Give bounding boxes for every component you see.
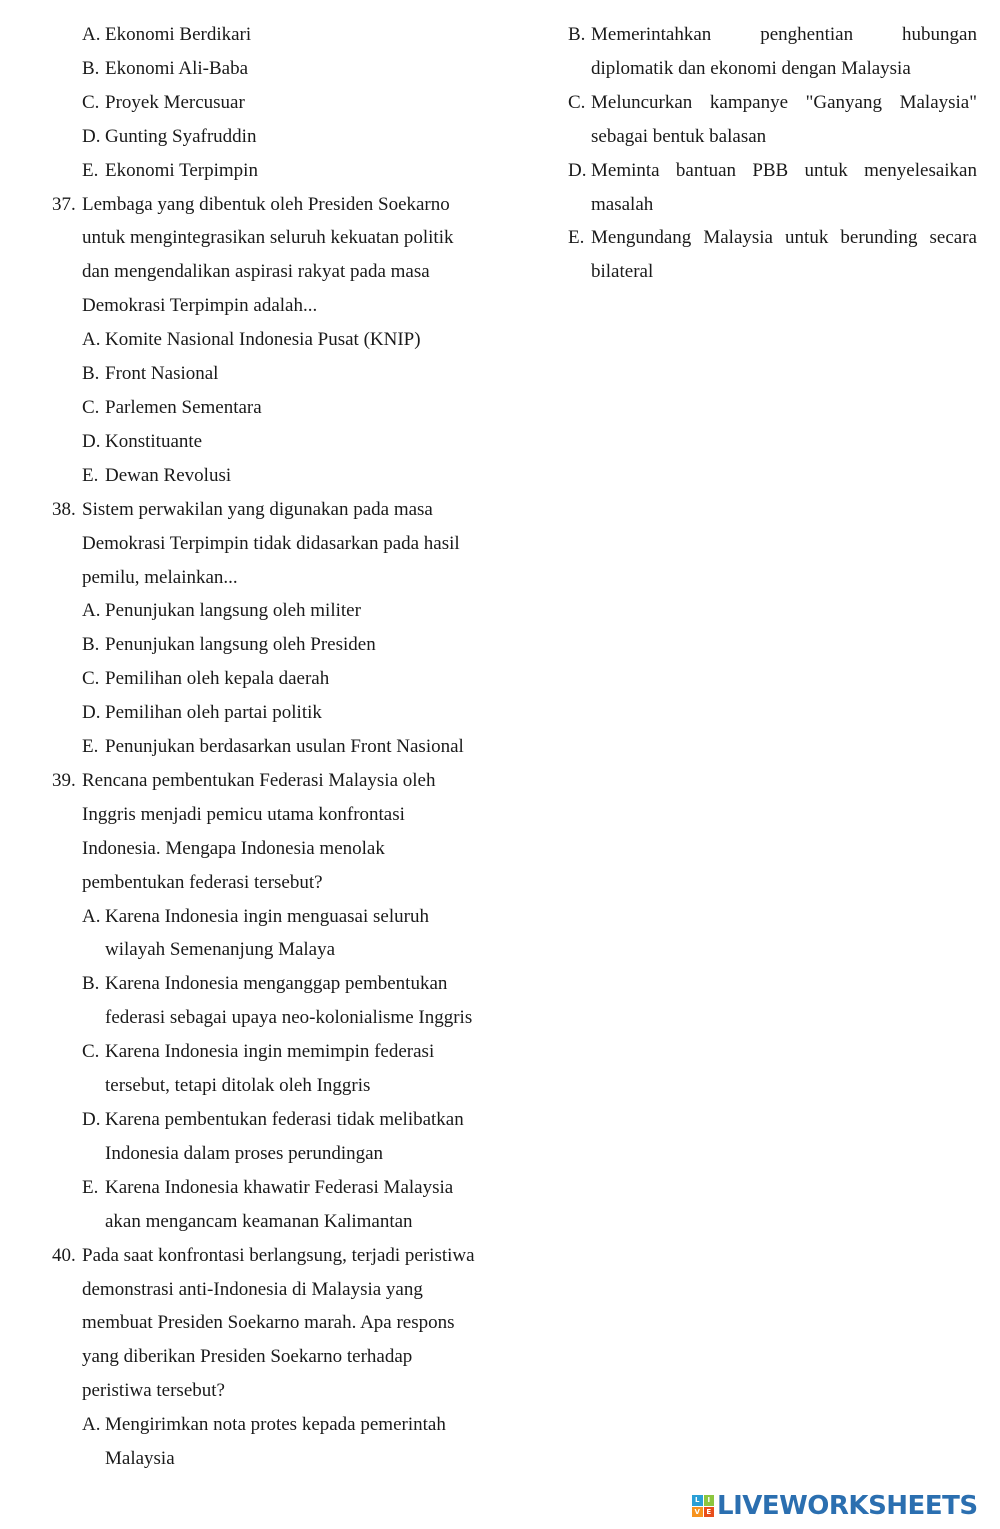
option-letter: C. bbox=[82, 1041, 100, 1063]
right-column bbox=[568, 18, 977, 289]
option-text: Gunting Syafruddin bbox=[105, 125, 257, 147]
logo-text: LIVEWORKSHEETS bbox=[717, 1491, 978, 1521]
option-line: Malaysia bbox=[105, 1448, 175, 1470]
q37-option-a[interactable] bbox=[82, 323, 488, 357]
option-line: masalah bbox=[591, 193, 654, 215]
stem-line: Lembaga yang dibentuk oleh Presiden Soekarno bbox=[82, 193, 450, 215]
option-text: Dewan Revolusi bbox=[105, 464, 232, 486]
option-letter: C. bbox=[568, 91, 586, 113]
q36-option-d[interactable] bbox=[82, 120, 488, 154]
q40-option-a[interactable] bbox=[82, 1408, 488, 1476]
option-line: Karena Indonesia ingin menguasai seluruh bbox=[105, 905, 429, 927]
q40-option-d[interactable] bbox=[568, 154, 977, 222]
question-number: 38. bbox=[52, 498, 76, 520]
stem-line: Sistem perwakilan yang digunakan pada masa bbox=[82, 498, 433, 520]
option-line: Memerintahkan penghentian hubungan bbox=[591, 24, 977, 45]
option-text: Parlemen Sementara bbox=[105, 396, 262, 418]
option-letter: B. bbox=[82, 973, 100, 995]
q40-option-c[interactable] bbox=[568, 86, 977, 154]
option-line: wilayah Semenanjung Malaya bbox=[105, 939, 336, 961]
option-letter: A. bbox=[82, 600, 101, 622]
stem-line: Rencana pembentukan Federasi Malaysia oleh bbox=[82, 769, 436, 791]
option-text: Konstituante bbox=[105, 430, 203, 452]
option-text: Ekonomi Ali-Baba bbox=[105, 57, 249, 79]
option-letter: E. bbox=[82, 159, 99, 181]
option-line: federasi sebagai upaya neo-kolonialisme Inggris bbox=[105, 1007, 473, 1029]
q39-option-e[interactable] bbox=[82, 1171, 488, 1239]
option-text: Penunjukan langsung oleh Presiden bbox=[105, 634, 376, 656]
question-stem bbox=[52, 188, 488, 324]
question-39 bbox=[52, 764, 488, 1239]
q36-options bbox=[52, 18, 488, 188]
option-letter: D. bbox=[568, 159, 587, 181]
option-letter: D. bbox=[82, 702, 101, 724]
q38-option-d[interactable] bbox=[82, 696, 488, 730]
option-letter: C. bbox=[82, 396, 100, 418]
option-text: Pemilihan oleh partai politik bbox=[105, 702, 322, 724]
question-number: 39. bbox=[52, 769, 76, 791]
q36-option-c[interactable] bbox=[82, 86, 488, 120]
q36-option-a[interactable] bbox=[82, 18, 488, 52]
option-letter: E. bbox=[82, 464, 99, 486]
option-letter: A. bbox=[82, 1414, 101, 1436]
stem-line: pembentukan federasi tersebut? bbox=[82, 871, 323, 893]
q38-option-b[interactable] bbox=[82, 628, 488, 662]
option-text: Penunjukan langsung oleh militer bbox=[105, 600, 361, 622]
question-40 bbox=[52, 1239, 488, 1476]
question-stem bbox=[52, 1239, 488, 1409]
option-letter: B. bbox=[82, 363, 100, 385]
stem-line: peristiwa tersebut? bbox=[82, 1380, 225, 1402]
stem-line: Demokrasi Terpimpin tidak didasarkan pada hasil bbox=[82, 532, 460, 554]
option-letter: D. bbox=[82, 125, 101, 147]
option-line: Mengundang Malaysia untuk berunding secara bbox=[591, 227, 977, 249]
option-letter: B. bbox=[568, 24, 586, 45]
q37-option-b[interactable] bbox=[82, 357, 488, 391]
option-text: Ekonomi Berdikari bbox=[105, 24, 252, 45]
q37-option-e[interactable] bbox=[82, 459, 488, 493]
stem-line: Inggris menjadi pemicu utama konfrontasi bbox=[82, 803, 405, 825]
q38-option-c[interactable] bbox=[82, 662, 488, 696]
question-number: 37. bbox=[52, 193, 76, 215]
q40-option-b[interactable] bbox=[568, 18, 977, 86]
stem-line: dan mengendalikan aspirasi rakyat pada masa bbox=[82, 261, 430, 283]
q39-option-d[interactable] bbox=[82, 1103, 488, 1171]
option-letter: A. bbox=[82, 24, 101, 45]
option-text: Front Nasional bbox=[105, 363, 219, 385]
option-letter: B. bbox=[82, 634, 100, 656]
option-letter: C. bbox=[82, 91, 100, 113]
q37-option-d[interactable] bbox=[82, 425, 488, 459]
stem-line: demonstrasi anti-Indonesia di Malaysia yang bbox=[82, 1278, 423, 1300]
question-37 bbox=[52, 188, 488, 493]
q39-option-b[interactable] bbox=[82, 967, 488, 1035]
stem-line: yang diberikan Presiden Soekarno terhadap bbox=[82, 1346, 413, 1368]
q39-option-c[interactable] bbox=[82, 1035, 488, 1103]
q38-option-e[interactable] bbox=[82, 730, 488, 764]
q39-option-a[interactable] bbox=[82, 900, 488, 968]
left-column bbox=[52, 18, 488, 1476]
option-text: Proyek Mercusuar bbox=[105, 91, 245, 113]
question-stem bbox=[52, 764, 488, 900]
option-line: Mengirimkan nota protes kepada pemerintah bbox=[105, 1414, 446, 1436]
option-letter: E. bbox=[82, 736, 99, 758]
liveworksheets-logo-icon: L I V E bbox=[692, 1495, 714, 1517]
option-letter: A. bbox=[82, 329, 101, 351]
q38-option-a[interactable] bbox=[82, 594, 488, 628]
option-letter: E. bbox=[82, 1176, 99, 1198]
question-stem bbox=[52, 493, 488, 595]
stem-line: Pada saat konfrontasi berlangsung, terjadi peristiwa bbox=[82, 1244, 475, 1266]
option-letter: D. bbox=[82, 430, 101, 452]
option-line: Karena Indonesia ingin memimpin federasi bbox=[105, 1041, 435, 1063]
option-text: Penunjukan berdasarkan usulan Front Nasional bbox=[105, 736, 464, 758]
option-line: Karena Indonesia menganggap pembentukan bbox=[105, 973, 448, 995]
option-line: sebagai bentuk balasan bbox=[591, 125, 767, 147]
q36-option-b[interactable] bbox=[82, 52, 488, 86]
stem-line: pemilu, melainkan... bbox=[82, 566, 238, 588]
option-letter: A. bbox=[82, 905, 101, 927]
liveworksheets-logo[interactable] bbox=[692, 1488, 978, 1524]
stem-line: Indonesia. Mengapa Indonesia menolak bbox=[82, 837, 385, 859]
option-text: Komite Nasional Indonesia Pusat (KNIP) bbox=[105, 329, 421, 351]
option-line: tersebut, tetapi ditolak oleh Inggris bbox=[105, 1075, 371, 1097]
option-line: Indonesia dalam proses perundingan bbox=[105, 1142, 384, 1164]
option-letter: D. bbox=[82, 1109, 101, 1130]
q37-option-c[interactable] bbox=[82, 391, 488, 425]
question-38 bbox=[52, 493, 488, 764]
q40-option-e[interactable] bbox=[568, 221, 977, 289]
q36-option-e[interactable] bbox=[82, 154, 488, 188]
option-line: Karena Indonesia khawatir Federasi Malaysia bbox=[105, 1176, 454, 1198]
option-text: Ekonomi Terpimpin bbox=[105, 159, 258, 181]
option-text: Pemilihan oleh kepala daerah bbox=[105, 668, 330, 690]
option-line: diplomatik dan ekonomi dengan Malaysia bbox=[591, 57, 911, 79]
stem-line: Demokrasi Terpimpin adalah... bbox=[82, 295, 318, 317]
option-letter: E. bbox=[568, 227, 585, 249]
option-line: Meminta bantuan PBB untuk menyelesaikan bbox=[591, 159, 977, 181]
stem-line: untuk mengintegrasikan seluruh kekuatan politik bbox=[82, 227, 454, 249]
option-letter: B. bbox=[82, 57, 100, 79]
question-number: 40. bbox=[52, 1244, 76, 1266]
option-letter: C. bbox=[82, 668, 100, 690]
stem-line: membuat Presiden Soekarno marah. Apa respons bbox=[82, 1312, 455, 1334]
option-line: akan mengancam keamanan Kalimantan bbox=[105, 1210, 413, 1232]
option-line: Karena pembentukan federasi tidak melibatkan bbox=[105, 1109, 464, 1130]
option-line: bilateral bbox=[591, 261, 654, 283]
option-line: Meluncurkan kampanye "Ganyang Malaysia" bbox=[591, 91, 977, 113]
